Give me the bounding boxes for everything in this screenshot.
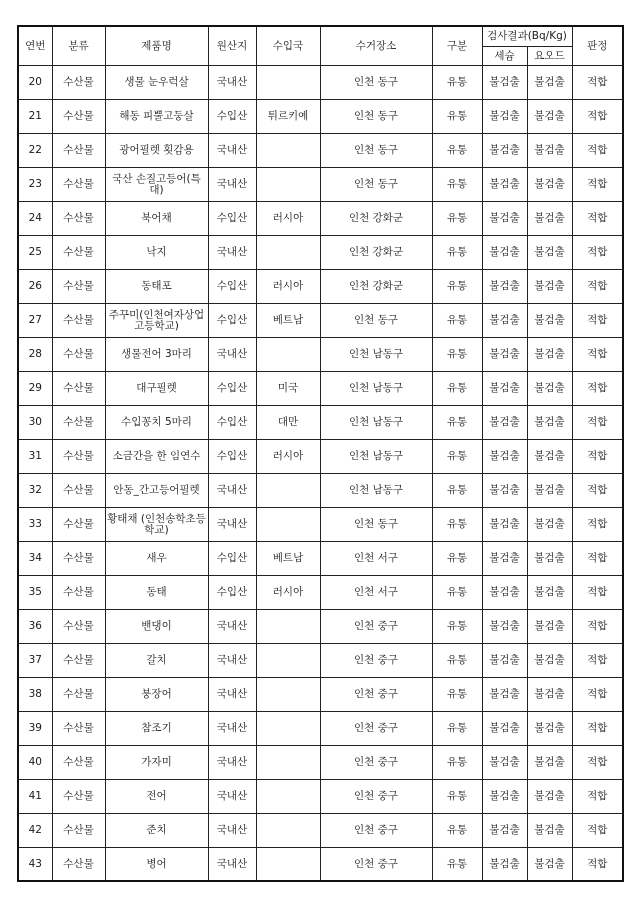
cell-iodine: 불검출 bbox=[527, 746, 572, 780]
cell-cesium: 불검출 bbox=[482, 236, 527, 270]
cell-cesium: 불검출 bbox=[482, 66, 527, 100]
table-row bbox=[18, 440, 623, 474]
table-row bbox=[18, 508, 623, 542]
cell-no: 31 bbox=[18, 440, 52, 474]
header-result-group: 검사결과(Bq/Kg) bbox=[482, 26, 572, 47]
cell-type: 유통 bbox=[432, 66, 482, 100]
cell-no: 30 bbox=[18, 406, 52, 440]
cell-iodine: 불검출 bbox=[527, 406, 572, 440]
cell-verdict: 적합 bbox=[572, 304, 623, 338]
inspection-results-table bbox=[17, 25, 624, 882]
cell-cesium: 불검출 bbox=[482, 712, 527, 746]
cell-place: 인천 중구 bbox=[320, 814, 432, 848]
cell-cesium: 불검출 bbox=[482, 100, 527, 134]
cell-verdict: 적합 bbox=[572, 508, 623, 542]
cell-place: 인천 동구 bbox=[320, 66, 432, 100]
cell-verdict: 적합 bbox=[572, 644, 623, 678]
cell-verdict: 적합 bbox=[572, 202, 623, 236]
cell-type: 유통 bbox=[432, 678, 482, 712]
table-row bbox=[18, 746, 623, 780]
table-row bbox=[18, 576, 623, 610]
cell-type: 유통 bbox=[432, 746, 482, 780]
cell-type: 유통 bbox=[432, 236, 482, 270]
cell-product: 황태채 (인천송학초등학교) bbox=[105, 508, 208, 542]
header-place: 수거장소 bbox=[320, 26, 432, 66]
cell-iodine: 불검출 bbox=[527, 202, 572, 236]
cell-category: 수산물 bbox=[52, 168, 105, 202]
cell-iodine: 불검출 bbox=[527, 236, 572, 270]
cell-type: 유통 bbox=[432, 814, 482, 848]
cell-verdict: 적합 bbox=[572, 746, 623, 780]
cell-place: 인천 서구 bbox=[320, 576, 432, 610]
cell-place: 인천 중구 bbox=[320, 848, 432, 882]
cell-import-country bbox=[256, 848, 320, 882]
cell-type: 유통 bbox=[432, 338, 482, 372]
table-row bbox=[18, 406, 623, 440]
cell-place: 인천 동구 bbox=[320, 134, 432, 168]
cell-iodine: 불검출 bbox=[527, 168, 572, 202]
cell-category: 수산물 bbox=[52, 202, 105, 236]
cell-no: 43 bbox=[18, 848, 52, 882]
cell-category: 수산물 bbox=[52, 644, 105, 678]
cell-iodine: 불검출 bbox=[527, 508, 572, 542]
cell-type: 유통 bbox=[432, 202, 482, 236]
cell-product: 소금간을 한 임연수 bbox=[105, 440, 208, 474]
cell-verdict: 적합 bbox=[572, 100, 623, 134]
cell-origin: 수입산 bbox=[208, 372, 256, 406]
cell-origin: 국내산 bbox=[208, 712, 256, 746]
cell-place: 인천 강화군 bbox=[320, 236, 432, 270]
table-row bbox=[18, 100, 623, 134]
table-row bbox=[18, 236, 623, 270]
cell-no: 33 bbox=[18, 508, 52, 542]
cell-no: 42 bbox=[18, 814, 52, 848]
cell-iodine: 불검출 bbox=[527, 134, 572, 168]
cell-verdict: 적합 bbox=[572, 270, 623, 304]
cell-import-country bbox=[256, 610, 320, 644]
cell-place: 인천 동구 bbox=[320, 168, 432, 202]
cell-import-country: 대만 bbox=[256, 406, 320, 440]
cell-verdict: 적합 bbox=[572, 474, 623, 508]
cell-category: 수산물 bbox=[52, 610, 105, 644]
cell-category: 수산물 bbox=[52, 508, 105, 542]
cell-verdict: 적합 bbox=[572, 168, 623, 202]
cell-cesium: 불검출 bbox=[482, 304, 527, 338]
cell-category: 수산물 bbox=[52, 576, 105, 610]
cell-place: 인천 중구 bbox=[320, 780, 432, 814]
cell-verdict: 적합 bbox=[572, 542, 623, 576]
cell-verdict: 적합 bbox=[572, 576, 623, 610]
cell-import-country bbox=[256, 66, 320, 100]
cell-category: 수산물 bbox=[52, 678, 105, 712]
cell-import-country bbox=[256, 338, 320, 372]
cell-no: 36 bbox=[18, 610, 52, 644]
cell-type: 유통 bbox=[432, 712, 482, 746]
cell-origin: 국내산 bbox=[208, 474, 256, 508]
cell-origin: 수입산 bbox=[208, 576, 256, 610]
cell-category: 수산물 bbox=[52, 236, 105, 270]
table-row bbox=[18, 66, 623, 100]
table-row bbox=[18, 542, 623, 576]
cell-origin: 수입산 bbox=[208, 440, 256, 474]
cell-no: 29 bbox=[18, 372, 52, 406]
cell-import-country bbox=[256, 508, 320, 542]
cell-iodine: 불검출 bbox=[527, 644, 572, 678]
table-body bbox=[18, 66, 623, 882]
table-row bbox=[18, 168, 623, 202]
cell-no: 39 bbox=[18, 712, 52, 746]
cell-origin: 국내산 bbox=[208, 610, 256, 644]
header-product: 제품명 bbox=[105, 26, 208, 66]
cell-origin: 수입산 bbox=[208, 406, 256, 440]
cell-category: 수산물 bbox=[52, 372, 105, 406]
cell-category: 수산물 bbox=[52, 848, 105, 882]
cell-place: 인천 중구 bbox=[320, 610, 432, 644]
cell-category: 수산물 bbox=[52, 406, 105, 440]
cell-cesium: 불검출 bbox=[482, 814, 527, 848]
cell-iodine: 불검출 bbox=[527, 372, 572, 406]
cell-origin: 국내산 bbox=[208, 848, 256, 882]
cell-type: 유통 bbox=[432, 576, 482, 610]
cell-no: 25 bbox=[18, 236, 52, 270]
cell-iodine: 불검출 bbox=[527, 100, 572, 134]
header-type: 구분 bbox=[432, 26, 482, 66]
cell-no: 40 bbox=[18, 746, 52, 780]
cell-origin: 국내산 bbox=[208, 746, 256, 780]
cell-import-country bbox=[256, 644, 320, 678]
table-header bbox=[18, 26, 623, 66]
cell-origin: 수입산 bbox=[208, 100, 256, 134]
cell-origin: 국내산 bbox=[208, 678, 256, 712]
cell-category: 수산물 bbox=[52, 542, 105, 576]
cell-cesium: 불검출 bbox=[482, 168, 527, 202]
cell-type: 유통 bbox=[432, 168, 482, 202]
cell-verdict: 적합 bbox=[572, 610, 623, 644]
cell-import-country bbox=[256, 814, 320, 848]
cell-product: 가자미 bbox=[105, 746, 208, 780]
cell-verdict: 적합 bbox=[572, 338, 623, 372]
cell-iodine: 불검출 bbox=[527, 440, 572, 474]
cell-product: 전어 bbox=[105, 780, 208, 814]
cell-type: 유통 bbox=[432, 440, 482, 474]
cell-place: 인천 동구 bbox=[320, 100, 432, 134]
cell-origin: 국내산 bbox=[208, 66, 256, 100]
table-row bbox=[18, 610, 623, 644]
cell-product: 생물전어 3마리 bbox=[105, 338, 208, 372]
cell-verdict: 적합 bbox=[572, 372, 623, 406]
cell-origin: 국내산 bbox=[208, 644, 256, 678]
header-category: 분류 bbox=[52, 26, 105, 66]
cell-place: 인천 중구 bbox=[320, 746, 432, 780]
cell-type: 유통 bbox=[432, 134, 482, 168]
cell-place: 인천 중구 bbox=[320, 644, 432, 678]
cell-category: 수산물 bbox=[52, 440, 105, 474]
cell-no: 41 bbox=[18, 780, 52, 814]
cell-category: 수산물 bbox=[52, 712, 105, 746]
cell-cesium: 불검출 bbox=[482, 644, 527, 678]
cell-cesium: 불검출 bbox=[482, 746, 527, 780]
cell-origin: 수입산 bbox=[208, 304, 256, 338]
header-no: 연번 bbox=[18, 26, 52, 66]
cell-origin: 국내산 bbox=[208, 236, 256, 270]
cell-import-country: 러시아 bbox=[256, 202, 320, 236]
cell-category: 수산물 bbox=[52, 304, 105, 338]
cell-cesium: 불검출 bbox=[482, 372, 527, 406]
cell-no: 26 bbox=[18, 270, 52, 304]
cell-origin: 수입산 bbox=[208, 202, 256, 236]
table-row bbox=[18, 304, 623, 338]
cell-product: 붕장어 bbox=[105, 678, 208, 712]
cell-verdict: 적합 bbox=[572, 678, 623, 712]
cell-verdict: 적합 bbox=[572, 134, 623, 168]
cell-import-country bbox=[256, 474, 320, 508]
cell-type: 유통 bbox=[432, 304, 482, 338]
cell-product: 낙지 bbox=[105, 236, 208, 270]
cell-verdict: 적합 bbox=[572, 848, 623, 882]
cell-no: 37 bbox=[18, 644, 52, 678]
cell-cesium: 불검출 bbox=[482, 576, 527, 610]
cell-origin: 국내산 bbox=[208, 780, 256, 814]
cell-cesium: 불검출 bbox=[482, 678, 527, 712]
table-row bbox=[18, 644, 623, 678]
table-row bbox=[18, 372, 623, 406]
cell-import-country bbox=[256, 678, 320, 712]
cell-type: 유통 bbox=[432, 372, 482, 406]
cell-type: 유통 bbox=[432, 270, 482, 304]
cell-place: 인천 동구 bbox=[320, 304, 432, 338]
cell-cesium: 불검출 bbox=[482, 134, 527, 168]
cell-verdict: 적합 bbox=[572, 406, 623, 440]
cell-product: 해동 피뿔고둥살 bbox=[105, 100, 208, 134]
cell-category: 수산물 bbox=[52, 814, 105, 848]
cell-no: 35 bbox=[18, 576, 52, 610]
cell-type: 유통 bbox=[432, 780, 482, 814]
cell-no: 34 bbox=[18, 542, 52, 576]
cell-verdict: 적합 bbox=[572, 814, 623, 848]
cell-no: 28 bbox=[18, 338, 52, 372]
cell-import-country: 러시아 bbox=[256, 440, 320, 474]
cell-iodine: 불검출 bbox=[527, 576, 572, 610]
cell-iodine: 불검출 bbox=[527, 542, 572, 576]
cell-product: 갈치 bbox=[105, 644, 208, 678]
cell-cesium: 불검출 bbox=[482, 610, 527, 644]
cell-origin: 수입산 bbox=[208, 542, 256, 576]
cell-place: 인천 동구 bbox=[320, 508, 432, 542]
cell-import-country: 미국 bbox=[256, 372, 320, 406]
cell-type: 유통 bbox=[432, 848, 482, 882]
cell-place: 인천 남동구 bbox=[320, 372, 432, 406]
cell-import-country: 러시아 bbox=[256, 576, 320, 610]
cell-origin: 국내산 bbox=[208, 814, 256, 848]
cell-origin: 수입산 bbox=[208, 270, 256, 304]
cell-product: 대구필렛 bbox=[105, 372, 208, 406]
cell-place: 인천 강화군 bbox=[320, 202, 432, 236]
table-row bbox=[18, 780, 623, 814]
cell-import-country bbox=[256, 236, 320, 270]
cell-product: 동태포 bbox=[105, 270, 208, 304]
cell-import-country: 튀르키예 bbox=[256, 100, 320, 134]
cell-no: 22 bbox=[18, 134, 52, 168]
cell-import-country bbox=[256, 780, 320, 814]
cell-product: 병어 bbox=[105, 848, 208, 882]
cell-product: 새우 bbox=[105, 542, 208, 576]
cell-cesium: 불검출 bbox=[482, 780, 527, 814]
cell-product: 북어채 bbox=[105, 202, 208, 236]
cell-cesium: 불검출 bbox=[482, 440, 527, 474]
cell-cesium: 불검출 bbox=[482, 406, 527, 440]
cell-category: 수산물 bbox=[52, 66, 105, 100]
cell-product: 국산 손질고등어(특대) bbox=[105, 168, 208, 202]
table-row bbox=[18, 814, 623, 848]
cell-type: 유통 bbox=[432, 100, 482, 134]
table-row bbox=[18, 134, 623, 168]
cell-iodine: 불검출 bbox=[527, 848, 572, 882]
table-row bbox=[18, 338, 623, 372]
cell-origin: 국내산 bbox=[208, 508, 256, 542]
cell-import-country bbox=[256, 746, 320, 780]
cell-iodine: 불검출 bbox=[527, 474, 572, 508]
cell-product: 주꾸미(인천여자상업고등학교) bbox=[105, 304, 208, 338]
cell-iodine: 불검출 bbox=[527, 678, 572, 712]
cell-category: 수산물 bbox=[52, 780, 105, 814]
cell-product: 준치 bbox=[105, 814, 208, 848]
cell-no: 20 bbox=[18, 66, 52, 100]
cell-verdict: 적합 bbox=[572, 440, 623, 474]
header-iodine: 요오드 bbox=[527, 47, 572, 66]
cell-import-country: 베트남 bbox=[256, 542, 320, 576]
header-cesium: 세슘 bbox=[482, 47, 527, 66]
cell-cesium: 불검출 bbox=[482, 202, 527, 236]
table-row bbox=[18, 678, 623, 712]
cell-verdict: 적합 bbox=[572, 236, 623, 270]
cell-origin: 국내산 bbox=[208, 168, 256, 202]
cell-product: 안동_간고등어필렛 bbox=[105, 474, 208, 508]
cell-iodine: 불검출 bbox=[527, 712, 572, 746]
table-row bbox=[18, 474, 623, 508]
cell-import-country: 러시아 bbox=[256, 270, 320, 304]
cell-place: 인천 남동구 bbox=[320, 474, 432, 508]
table-row bbox=[18, 202, 623, 236]
cell-origin: 국내산 bbox=[208, 134, 256, 168]
header-verdict: 판정 bbox=[572, 26, 623, 66]
cell-place: 인천 남동구 bbox=[320, 338, 432, 372]
cell-no: 23 bbox=[18, 168, 52, 202]
cell-verdict: 적합 bbox=[572, 66, 623, 100]
cell-product: 동태 bbox=[105, 576, 208, 610]
cell-product: 생물 눈우럭살 bbox=[105, 66, 208, 100]
cell-cesium: 불검출 bbox=[482, 508, 527, 542]
cell-place: 인천 남동구 bbox=[320, 440, 432, 474]
cell-no: 21 bbox=[18, 100, 52, 134]
cell-cesium: 불검출 bbox=[482, 270, 527, 304]
table-row bbox=[18, 712, 623, 746]
cell-cesium: 불검출 bbox=[482, 474, 527, 508]
cell-no: 32 bbox=[18, 474, 52, 508]
cell-cesium: 불검출 bbox=[482, 542, 527, 576]
cell-origin: 국내산 bbox=[208, 338, 256, 372]
cell-iodine: 불검출 bbox=[527, 814, 572, 848]
cell-category: 수산물 bbox=[52, 474, 105, 508]
cell-type: 유통 bbox=[432, 610, 482, 644]
cell-product: 광어필렛 횟감용 bbox=[105, 134, 208, 168]
header-import-country: 수입국 bbox=[256, 26, 320, 66]
cell-category: 수산물 bbox=[52, 746, 105, 780]
cell-iodine: 불검출 bbox=[527, 338, 572, 372]
header-origin: 원산지 bbox=[208, 26, 256, 66]
cell-place: 인천 서구 bbox=[320, 542, 432, 576]
cell-type: 유통 bbox=[432, 406, 482, 440]
cell-import-country bbox=[256, 134, 320, 168]
cell-category: 수산물 bbox=[52, 100, 105, 134]
cell-verdict: 적합 bbox=[572, 712, 623, 746]
table-row bbox=[18, 270, 623, 304]
cell-iodine: 불검출 bbox=[527, 304, 572, 338]
cell-type: 유통 bbox=[432, 474, 482, 508]
cell-iodine: 불검출 bbox=[527, 270, 572, 304]
cell-cesium: 불검출 bbox=[482, 338, 527, 372]
table-row bbox=[18, 848, 623, 882]
cell-category: 수산물 bbox=[52, 338, 105, 372]
cell-type: 유통 bbox=[432, 542, 482, 576]
cell-product: 밴댕이 bbox=[105, 610, 208, 644]
cell-iodine: 불검출 bbox=[527, 780, 572, 814]
cell-product: 수입꽁치 5마리 bbox=[105, 406, 208, 440]
cell-place: 인천 중구 bbox=[320, 712, 432, 746]
cell-iodine: 불검출 bbox=[527, 66, 572, 100]
cell-no: 24 bbox=[18, 202, 52, 236]
cell-iodine: 불검출 bbox=[527, 610, 572, 644]
cell-category: 수산물 bbox=[52, 270, 105, 304]
cell-import-country: 베트남 bbox=[256, 304, 320, 338]
cell-type: 유통 bbox=[432, 644, 482, 678]
cell-cesium: 불검출 bbox=[482, 848, 527, 882]
cell-type: 유통 bbox=[432, 508, 482, 542]
cell-no: 27 bbox=[18, 304, 52, 338]
cell-category: 수산물 bbox=[52, 134, 105, 168]
cell-no: 38 bbox=[18, 678, 52, 712]
cell-place: 인천 중구 bbox=[320, 678, 432, 712]
cell-import-country bbox=[256, 168, 320, 202]
cell-place: 인천 강화군 bbox=[320, 270, 432, 304]
cell-product: 참조기 bbox=[105, 712, 208, 746]
cell-verdict: 적합 bbox=[572, 780, 623, 814]
cell-place: 인천 남동구 bbox=[320, 406, 432, 440]
cell-import-country bbox=[256, 712, 320, 746]
